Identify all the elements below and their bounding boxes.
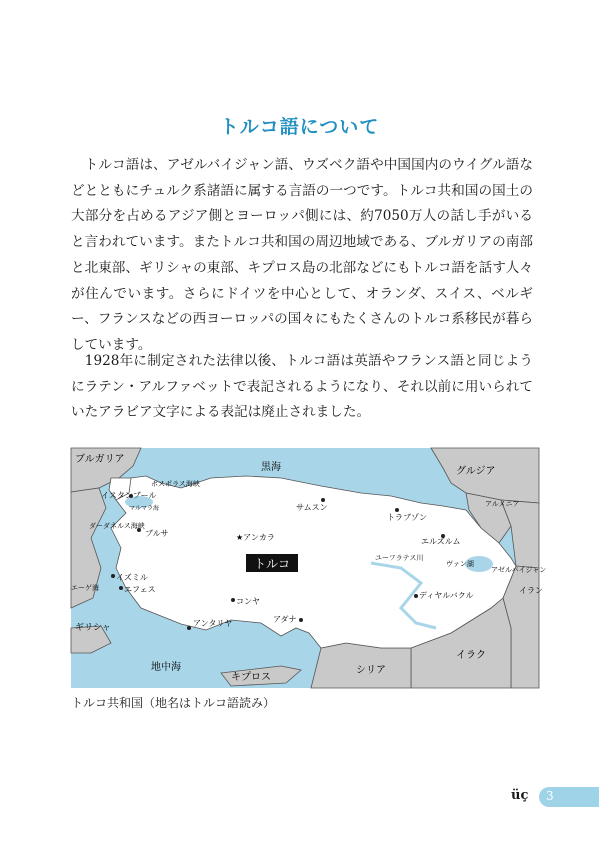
label-erzurum: エルズルム — [421, 537, 461, 546]
ephesus-dot — [119, 586, 123, 590]
map-caption: トルコ共和国（地名はトルコ語読み） — [71, 696, 276, 710]
label-azerbaijan: アゼルバイジャン — [491, 566, 547, 574]
label-bulgaria: ブルガリア — [75, 454, 125, 465]
label-cyprus: キプロス — [231, 672, 271, 683]
label-dardanelles: ダーダネルス海峡 — [89, 522, 145, 530]
page-title: トルコ語について — [219, 116, 380, 138]
label-greece: ギリシャ — [75, 623, 111, 633]
label-trabzon: トラブゾン — [387, 513, 427, 522]
antalya-dot — [187, 626, 191, 630]
label-mediterranean: 地中海 — [151, 662, 181, 673]
label-iraq: イラク — [456, 650, 486, 661]
paragraph-2: 1928年に制定された法律以後、トルコ語は英語やフランス語と同じようにラテン・アルファベットで表記されるようになり、それ以前に用いられていたアラビア文字による表記は廃止されました。 — [71, 353, 533, 421]
adana-dot — [299, 618, 303, 622]
label-ankara: ★アンカラ — [236, 533, 275, 542]
label-adana: アダナ — [273, 615, 297, 624]
trabzon-dot — [395, 508, 399, 512]
label-antalya: アンタリヤ — [193, 619, 233, 628]
label-euphrates: ユーフラテス川 — [375, 554, 424, 562]
diyarbakir-dot — [414, 594, 418, 598]
label-georgia: グルジア — [456, 466, 496, 477]
label-iran: イラン — [519, 586, 543, 595]
label-armenia: アルメニア — [485, 500, 520, 508]
label-turkey: トルコ — [254, 557, 291, 571]
label-syria: シリア — [356, 665, 386, 676]
turkey-map — [71, 448, 547, 688]
label-diyarbakir: ディヤルバクル — [419, 591, 474, 600]
label-bosporus: ボスポラス海峡 — [151, 480, 200, 488]
samsun-dot — [321, 498, 325, 502]
label-bursa: ブルサ — [145, 529, 169, 538]
label-konya: コンヤ — [236, 597, 260, 606]
page-number-word: üç — [511, 788, 529, 803]
label-marmara: マルマラ海 — [129, 505, 160, 512]
label-aegean: エーゲ海 — [71, 584, 99, 592]
izmir-dot — [111, 574, 115, 578]
konya-dot — [231, 598, 235, 602]
page-number: 3 — [546, 789, 554, 803]
label-izmir: イズミル — [116, 573, 148, 582]
label-istanbul: イスタンブール — [101, 491, 157, 500]
label-ephesus: エフェス — [124, 585, 156, 594]
label-samsun: サムスン — [296, 503, 328, 512]
label-black-sea: 黒海 — [261, 462, 281, 473]
label-van: ヴァン湖 — [446, 560, 474, 568]
paragraph-1: トルコ語は、アゼルバイジャン語、ウズベク語や中国国内のウイグル語などとともにチュルク系諸語に属する言語の一つです。トルコ共和国の国土の大部分を占めるアジア側とヨーロッパ側には、約7050万人の話し手がいると言われています。またトルコ共和国の周辺地域である、ブルガリアの南部と北東部、ギリシャの東部、キプロス島の北部などにもトルコ語を話す人々が住んでいます。さらにドイツを中心として、オランダ、スイス、ベルギー、フランスなどの西ヨーロッパの国々にもたくさんのトルコ系移民が暮らしています。 — [71, 157, 533, 353]
